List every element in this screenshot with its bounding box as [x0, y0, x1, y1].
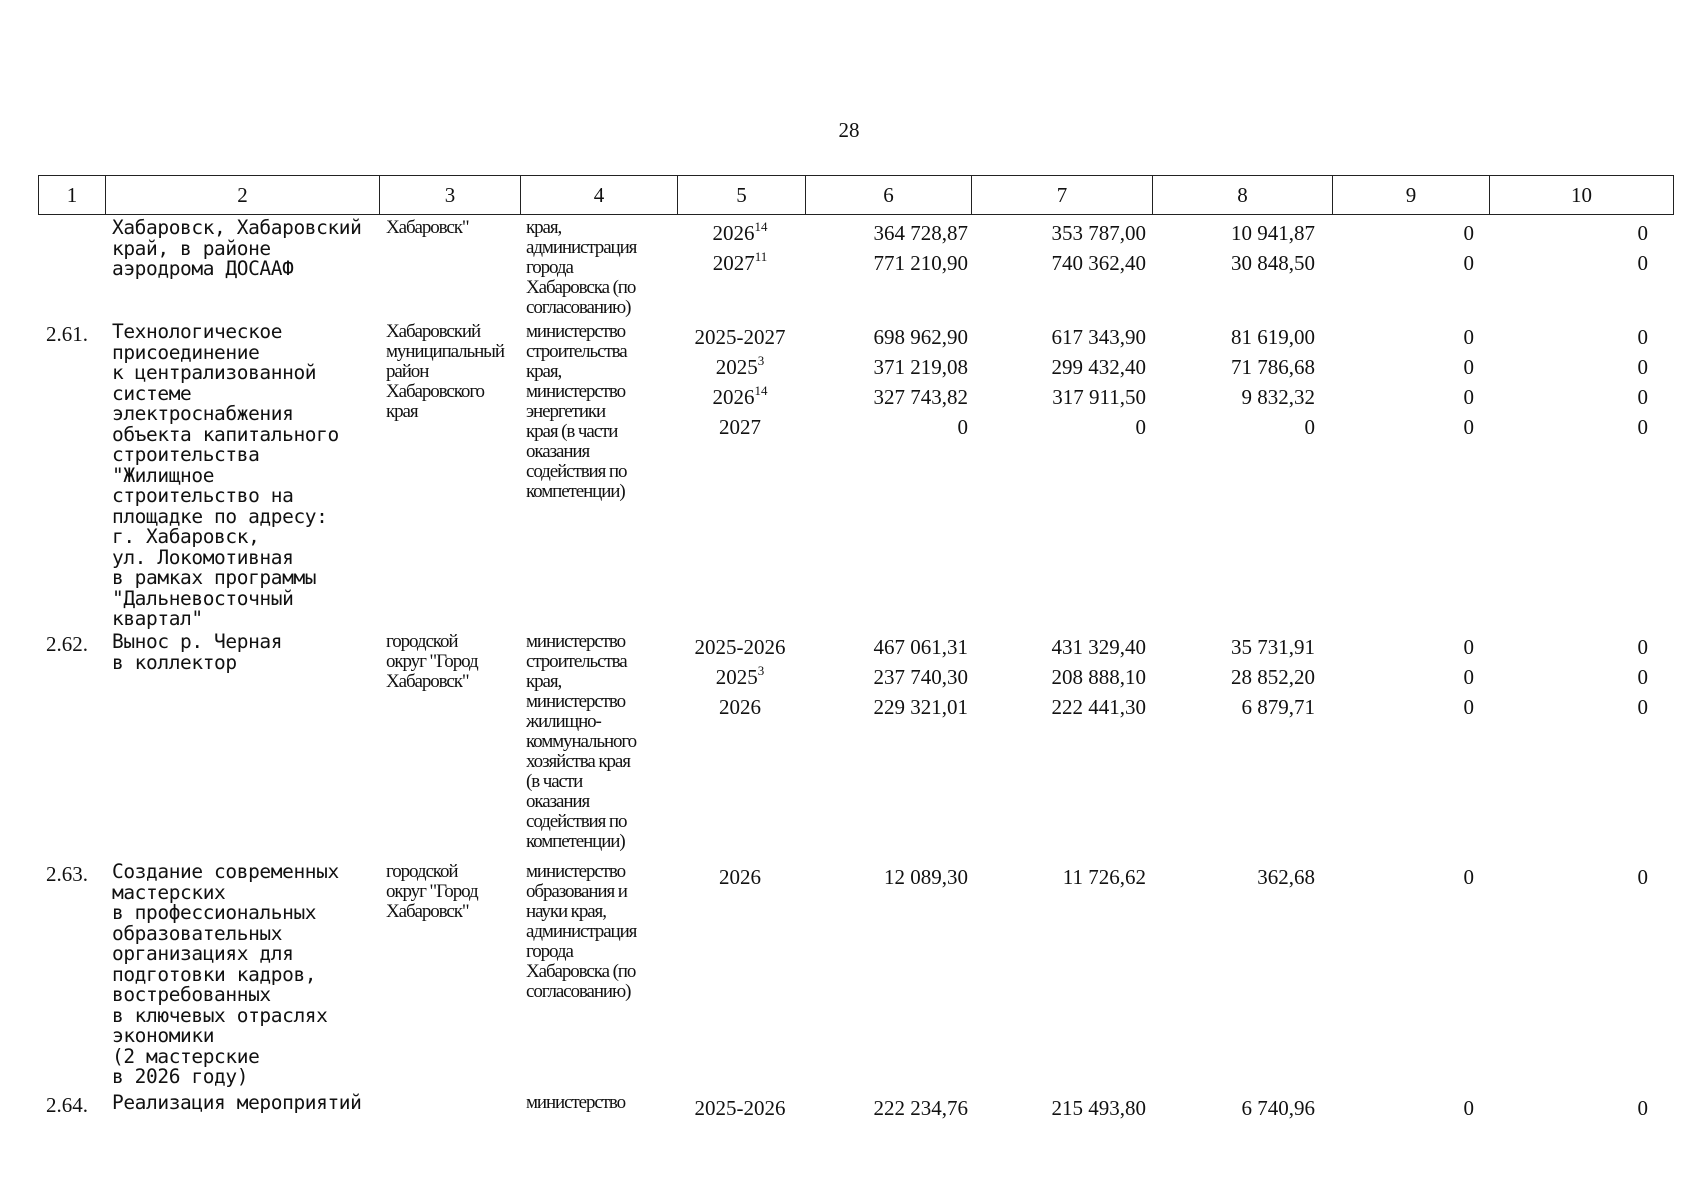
column-header: 4	[521, 176, 678, 215]
years-column	[676, 218, 804, 278]
other-amount: 0	[1637, 635, 1648, 659]
executor-line: содействия по	[526, 811, 627, 832]
event-name-line: в ключевых отраслях	[112, 1003, 328, 1027]
footnote-marker: 14	[754, 219, 768, 234]
federal-amount: 431 329,40	[1051, 635, 1146, 659]
column-header: 7	[972, 176, 1153, 215]
executor-line: Хабаровска (по	[526, 961, 636, 982]
federal-amount: 299 432,40	[1051, 355, 1146, 379]
year-value: 2025-2026	[694, 635, 786, 659]
regional-amount-column	[1150, 862, 1315, 892]
executor-line: компетенции)	[526, 831, 625, 852]
regional-amount: 81 619,00	[1231, 325, 1315, 349]
municipality-line: муниципальный	[386, 341, 504, 362]
local-amount: 0	[1463, 695, 1474, 719]
executor-line: науки края,	[526, 901, 606, 922]
year-value: 2025-2027	[694, 325, 786, 349]
event-name	[112, 862, 382, 1088]
years-column	[676, 322, 804, 442]
federal-amount-column	[980, 322, 1146, 442]
years-column	[676, 862, 804, 892]
event-name-line: ул. Локомотивная	[112, 545, 294, 569]
year-value: 2025	[715, 355, 758, 379]
federal-amount: 353 787,00	[1051, 221, 1146, 245]
total-amount: 467 061,31	[873, 635, 968, 659]
other-amount: 0	[1637, 415, 1648, 439]
executor-line: оказания	[526, 791, 590, 812]
other-amount: 0	[1637, 865, 1648, 889]
municipality-line: городской	[386, 631, 458, 652]
local-amount: 0	[1463, 221, 1474, 245]
municipality-line: округ "Город	[386, 881, 478, 902]
event-name	[112, 632, 382, 673]
year-value: 2026	[712, 221, 755, 245]
executor-line: оказания	[526, 441, 590, 462]
year-value: 2026	[712, 385, 755, 409]
other-amount: 0	[1637, 695, 1648, 719]
event-name	[112, 1093, 382, 1114]
year-value: 2026	[719, 865, 761, 889]
local-amount: 0	[1463, 355, 1474, 379]
year-cell	[676, 632, 804, 662]
years-column	[676, 632, 804, 722]
event-name-line: квартал"	[112, 607, 203, 630]
municipality	[386, 218, 524, 238]
total-amount-column	[808, 322, 968, 442]
regional-amount: 35 731,91	[1231, 635, 1315, 659]
column-header: 8	[1153, 176, 1333, 215]
executor-line: содействия по	[526, 461, 627, 482]
year-value: 2027	[719, 415, 761, 439]
federal-amount-column	[980, 218, 1146, 278]
local-amount-column	[1320, 322, 1474, 442]
year-cell	[676, 248, 804, 278]
other-amount: 0	[1637, 1096, 1648, 1120]
regional-amount-column	[1150, 1093, 1315, 1123]
column-header-table	[38, 175, 1674, 215]
column-header: 3	[380, 176, 521, 215]
other-amount: 0	[1637, 385, 1648, 409]
year-cell	[676, 662, 804, 692]
federal-amount-column	[980, 862, 1146, 892]
executor	[526, 1093, 674, 1113]
federal-amount: 0	[1135, 415, 1146, 439]
federal-amount: 317 911,50	[1052, 385, 1146, 409]
local-amount: 0	[1463, 865, 1474, 889]
regional-amount: 71 786,68	[1231, 355, 1315, 379]
municipality-line: Хабаровск"	[386, 901, 469, 922]
local-amount-column	[1320, 632, 1474, 722]
years-column	[676, 1093, 804, 1123]
municipality-line: Хабаровск"	[386, 671, 469, 692]
year-cell	[676, 692, 804, 722]
regional-amount: 6 879,71	[1241, 695, 1315, 719]
federal-amount: 215 493,80	[1051, 1096, 1146, 1120]
executor-line: министерство	[526, 691, 626, 712]
other-amount-column	[1480, 862, 1648, 892]
column-header: 2	[106, 176, 380, 215]
federal-amount: 740 362,40	[1051, 251, 1146, 275]
regional-amount: 10 941,87	[1231, 221, 1315, 245]
total-amount: 0	[957, 415, 968, 439]
event-name-line: в 2026 году)	[112, 1065, 249, 1088]
municipality-line: Хабаровск"	[386, 217, 469, 238]
municipality-line: Хабаровского	[386, 381, 484, 402]
column-header: 5	[678, 176, 806, 215]
executor-line: Хабаровска (по	[526, 277, 636, 298]
executor-line: края (в части	[526, 421, 618, 442]
regional-amount: 28 852,20	[1231, 665, 1315, 689]
regional-amount: 362,68	[1257, 865, 1315, 889]
executor	[526, 862, 674, 1002]
event-name-line: "Жилищное	[112, 463, 215, 487]
event-name	[112, 322, 382, 630]
event-name-line: присоединение	[112, 340, 260, 364]
municipality-line: края	[386, 401, 418, 422]
footnote-marker: 14	[754, 383, 768, 398]
executor-line: министерство	[526, 321, 626, 342]
event-name-line: (2 мастерские	[112, 1044, 260, 1068]
year-cell	[676, 382, 804, 412]
total-amount-column	[808, 862, 968, 892]
federal-amount-column	[980, 632, 1146, 722]
executor-line: компетенции)	[526, 481, 625, 502]
event-name-line: к централизованной	[112, 361, 317, 384]
event-name-line: системе	[112, 381, 192, 405]
local-amount: 0	[1463, 385, 1474, 409]
year-value: 2025-2026	[694, 1096, 786, 1120]
executor-line: администрация	[526, 237, 637, 258]
event-name-line: аэродрома ДОСААФ	[112, 257, 294, 280]
municipality-line: Хабаровский	[386, 321, 481, 342]
event-name-line: строительство на	[112, 484, 294, 507]
event-name-line: Хабаровск, Хабаровский	[112, 216, 362, 239]
event-name-line: край, в районе	[112, 236, 271, 260]
executor-line: энергетики	[526, 401, 606, 422]
executor	[526, 218, 674, 318]
executor-line: строительства	[526, 341, 627, 362]
local-amount: 0	[1463, 415, 1474, 439]
federal-amount-column	[980, 1093, 1146, 1123]
regional-amount: 9 832,32	[1241, 385, 1315, 409]
event-name-line: Создание современных	[112, 860, 339, 883]
event-name-line: электроснабжения	[112, 402, 294, 425]
municipality	[386, 632, 524, 692]
column-header-row	[39, 176, 1674, 215]
executor-line: министерство	[526, 631, 626, 652]
row-number: 2.61.	[46, 322, 88, 346]
executor-line: администрация	[526, 921, 637, 942]
total-amount: 327 743,82	[873, 385, 968, 409]
regional-amount-column	[1150, 322, 1315, 442]
local-amount: 0	[1463, 635, 1474, 659]
executor	[526, 632, 674, 852]
municipality-line: район	[386, 361, 429, 382]
year-cell	[676, 1093, 804, 1123]
total-amount: 12 089,30	[884, 865, 968, 889]
total-amount: 237 740,30	[873, 665, 968, 689]
executor-line: (в части	[526, 771, 583, 792]
row-number: 2.63.	[46, 862, 88, 886]
executor-line: образования и	[526, 881, 627, 902]
total-amount: 771 210,90	[873, 251, 968, 275]
event-name-line: организациях для	[112, 942, 294, 965]
event-name	[112, 218, 382, 280]
executor-line: министерство	[526, 1092, 626, 1113]
column-header: 10	[1490, 176, 1674, 215]
total-amount-column	[808, 632, 968, 722]
regional-amount: 6 740,96	[1241, 1096, 1315, 1120]
executor-line: коммунального	[526, 731, 637, 752]
federal-amount: 617 343,90	[1051, 325, 1146, 349]
year-cell	[676, 412, 804, 442]
executor-line: края,	[526, 217, 562, 238]
event-name-line: мастерских	[112, 880, 226, 904]
total-amount: 371 219,08	[873, 355, 968, 379]
event-name-line: востребованных	[112, 983, 271, 1006]
total-amount: 222 234,76	[873, 1096, 968, 1120]
municipality	[386, 862, 524, 922]
row-number: 2.64.	[46, 1093, 88, 1117]
municipality-line: городской	[386, 861, 458, 882]
footnote-marker: 3	[757, 663, 765, 678]
row-number: 2.62.	[46, 632, 88, 656]
municipality-line: округ "Город	[386, 651, 478, 672]
event-name-line: "Дальневосточный	[112, 586, 294, 610]
regional-amount: 30 848,50	[1231, 251, 1315, 275]
executor-line: строительства	[526, 651, 627, 672]
executor-line: согласованию)	[526, 297, 631, 318]
executor-line: согласованию)	[526, 981, 631, 1002]
year-cell	[676, 322, 804, 352]
executor-line: жилищно-	[526, 711, 601, 732]
local-amount-column	[1320, 218, 1474, 278]
year-cell	[676, 218, 804, 248]
local-amount-column	[1320, 1093, 1474, 1123]
year-cell	[676, 352, 804, 382]
event-name-line: Технологическое	[112, 320, 283, 343]
event-name-line: образовательных	[112, 921, 283, 945]
year-value: 2027	[712, 251, 755, 275]
federal-amount: 208 888,10	[1051, 665, 1146, 689]
total-amount: 698 962,90	[873, 325, 968, 349]
other-amount: 0	[1637, 221, 1648, 245]
local-amount: 0	[1463, 325, 1474, 349]
page-number: 28	[838, 118, 860, 142]
executor-line: города	[526, 257, 573, 278]
event-name-line: г. Хабаровск,	[112, 525, 260, 548]
executor-line: края,	[526, 671, 562, 692]
year-value: 2025	[715, 665, 758, 689]
local-amount: 0	[1463, 251, 1474, 275]
executor	[526, 322, 674, 502]
other-amount-column	[1480, 218, 1648, 278]
total-amount-column	[808, 1093, 968, 1123]
regional-amount: 0	[1304, 415, 1315, 439]
event-name-line: подготовки кадров,	[112, 962, 317, 986]
total-amount-column	[808, 218, 968, 278]
local-amount: 0	[1463, 1096, 1474, 1120]
other-amount: 0	[1637, 355, 1648, 379]
column-header: 6	[806, 176, 972, 215]
event-name-line: Вынос р. Черная	[112, 630, 283, 653]
event-name-line: площадке по адресу:	[112, 504, 328, 528]
total-amount: 229 321,01	[873, 695, 968, 719]
other-amount-column	[1480, 1093, 1648, 1123]
other-amount: 0	[1637, 251, 1648, 275]
federal-amount: 222 441,30	[1051, 695, 1146, 719]
footnote-marker: 3	[757, 353, 765, 368]
local-amount: 0	[1463, 665, 1474, 689]
event-name-line: экономики	[112, 1024, 215, 1047]
event-name-line: Реализация мероприятий	[112, 1091, 362, 1114]
year-value: 2026	[719, 695, 761, 719]
executor-line: хозяйства края	[526, 751, 630, 772]
municipality	[386, 322, 524, 422]
event-name-line: объекта капитального	[112, 422, 339, 446]
other-amount-column	[1480, 322, 1648, 442]
local-amount-column	[1320, 862, 1474, 892]
column-header: 9	[1333, 176, 1490, 215]
executor-line: министерство	[526, 861, 626, 882]
event-name-line: в коллектор	[112, 650, 237, 674]
year-cell	[676, 862, 804, 892]
other-amount: 0	[1637, 665, 1648, 689]
event-name-line: в профессиональных	[112, 901, 317, 924]
footnote-marker: 11	[754, 249, 768, 264]
event-name-line: строительства	[112, 443, 260, 466]
federal-amount: 11 726,62	[1062, 865, 1146, 889]
event-name-line: в рамках программы	[112, 566, 317, 589]
other-amount: 0	[1637, 325, 1648, 349]
executor-line: города	[526, 941, 573, 962]
executor-line: края,	[526, 361, 562, 382]
regional-amount-column	[1150, 632, 1315, 722]
column-header: 1	[39, 176, 106, 215]
regional-amount-column	[1150, 218, 1315, 278]
executor-line: министерство	[526, 381, 626, 402]
total-amount: 364 728,87	[873, 221, 968, 245]
other-amount-column	[1480, 632, 1648, 722]
